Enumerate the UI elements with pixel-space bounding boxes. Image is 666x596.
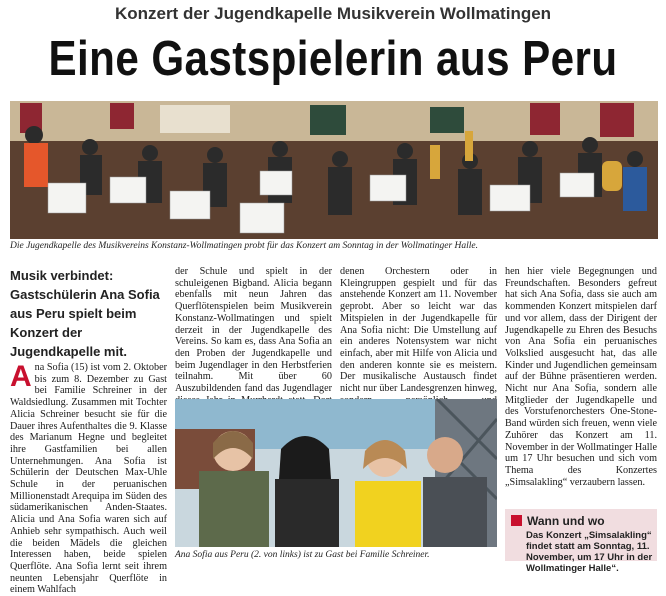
body-column-4: hen hier viele Begegnungen und Freundschaften. Besonders gefreut hat sich Ana Sofia, dass sie auch am kommenden Konzert mitspielen darf und vor allem, dass der Dirigent der Jugendkapelle zu Ehren des Besuchs von Ana Sofia ein peruanisches Volkslied ausgesucht hat, das alle Kinder und Jugendlichen gemeinsam auf der Bühne präsentieren werden. Nicht nur Ana Sofia, sondern alle Mitglieder der Jugendkapelle und des Vorstufenorchesters One-Stone-Band würden sich freuen, wenn viele Zuhörer das Konzert am 11. November in der Wollmatinger Halle um 17 Uhr besuchen und sich vom Thema des Konzertes „Simsalakling“ verzaubern lassen. (505, 266, 657, 488)
article-intro: Musik verbindet: Gastschülerin Ana Sofia aus Peru spielt beim Konzert der Jugendkapelle mit. (10, 268, 160, 359)
body-column-3: denen Orchestern oder in Kleingruppen gespielt und für das anstehende Konzert am 11. November geprobt. Aber so leicht war das Mitspielen in der Jugendkapelle für Ana Sofia nicht: Die Umstellung auf ein anderes Notensystem war nicht einfach, aber mit Hilfe von Alicia und den anderen konnte sie es meistern. Der musikalische Austausch findet nicht nur über Landesgrenzen hinweg, (340, 266, 497, 395)
headline: Eine Gastspielerin aus Peru (48, 32, 618, 86)
info-box-text: Das Konzert „Simsalakling“ findet statt am Sonntag, 11. November, um 17 Uhr in der Wollmatinger Halle“. (526, 530, 653, 574)
rehearsal-photo-caption: Die Jugendkapelle des Musikvereins Konstanz-Wollmatingen probt für das Konzert am Sonntag in der Wollmatinger Halle. (10, 241, 479, 251)
info-box (505, 509, 657, 574)
body-column-1-text: na Sofia (15) ist vom 2. Oktober bis zum 8. Dezember zu Gast bei Familie Schreiner in der Waldsiedlung. Zusammen mit Tochter Alicia Schreiner besucht sie für die Dauer ihres Aufenthaltes die 9. Klasse des Marianum Hegne und begleitet ihre Gastfamilien bei allen Unternehmungen. Ana Sofia ist Schülerin der Deutschen Max-Uhle Schule in der peruanischen Millionenstadt Arequipa im Süden des südamerikanischen Anden-Staates. Alicia und Ana Sofia waren sich auf Anhieb sehr sympathisch. Auch weil die beiden Mädels die gleichen Interessen haben, beide spielen Querflöte. Ana Sofia lernt seit ihrem neunten Lebensjahr Querflöte in einem Wahlfach (10, 362, 167, 596)
body-column-2: der Schule und spielt in der schuleigenen Bigband. Alicia begann ebenfalls mit neun Jahren das Querflötenspielen beim Musikverein Konstanz-Wollmatingen und spielt derzeit in der Jugendkapelle des Vereins. So kam es, dass Ana Sofia an den Proben der Jugendkapelle und beim Jugendlager in den Herbstferien teilnahm. Mit über 60 Auszubildenden fand das Jugendlager (175, 266, 332, 395)
info-box-title-text: Wann und wo (527, 514, 605, 528)
square-marker-icon (511, 515, 522, 526)
guest-family-photo-caption: Ana Sofia aus Peru (2. von links) ist zu Gast bei Familie Schreiner. (175, 550, 430, 560)
rehearsal-photo (10, 101, 658, 239)
kicker: Konzert der Jugendkapelle Musikverein Wollmatingen (114, 4, 552, 23)
drop-cap: A (10, 360, 32, 393)
info-box-title (511, 514, 605, 528)
body-column-1 (10, 362, 167, 596)
guest-family-photo (175, 399, 497, 547)
